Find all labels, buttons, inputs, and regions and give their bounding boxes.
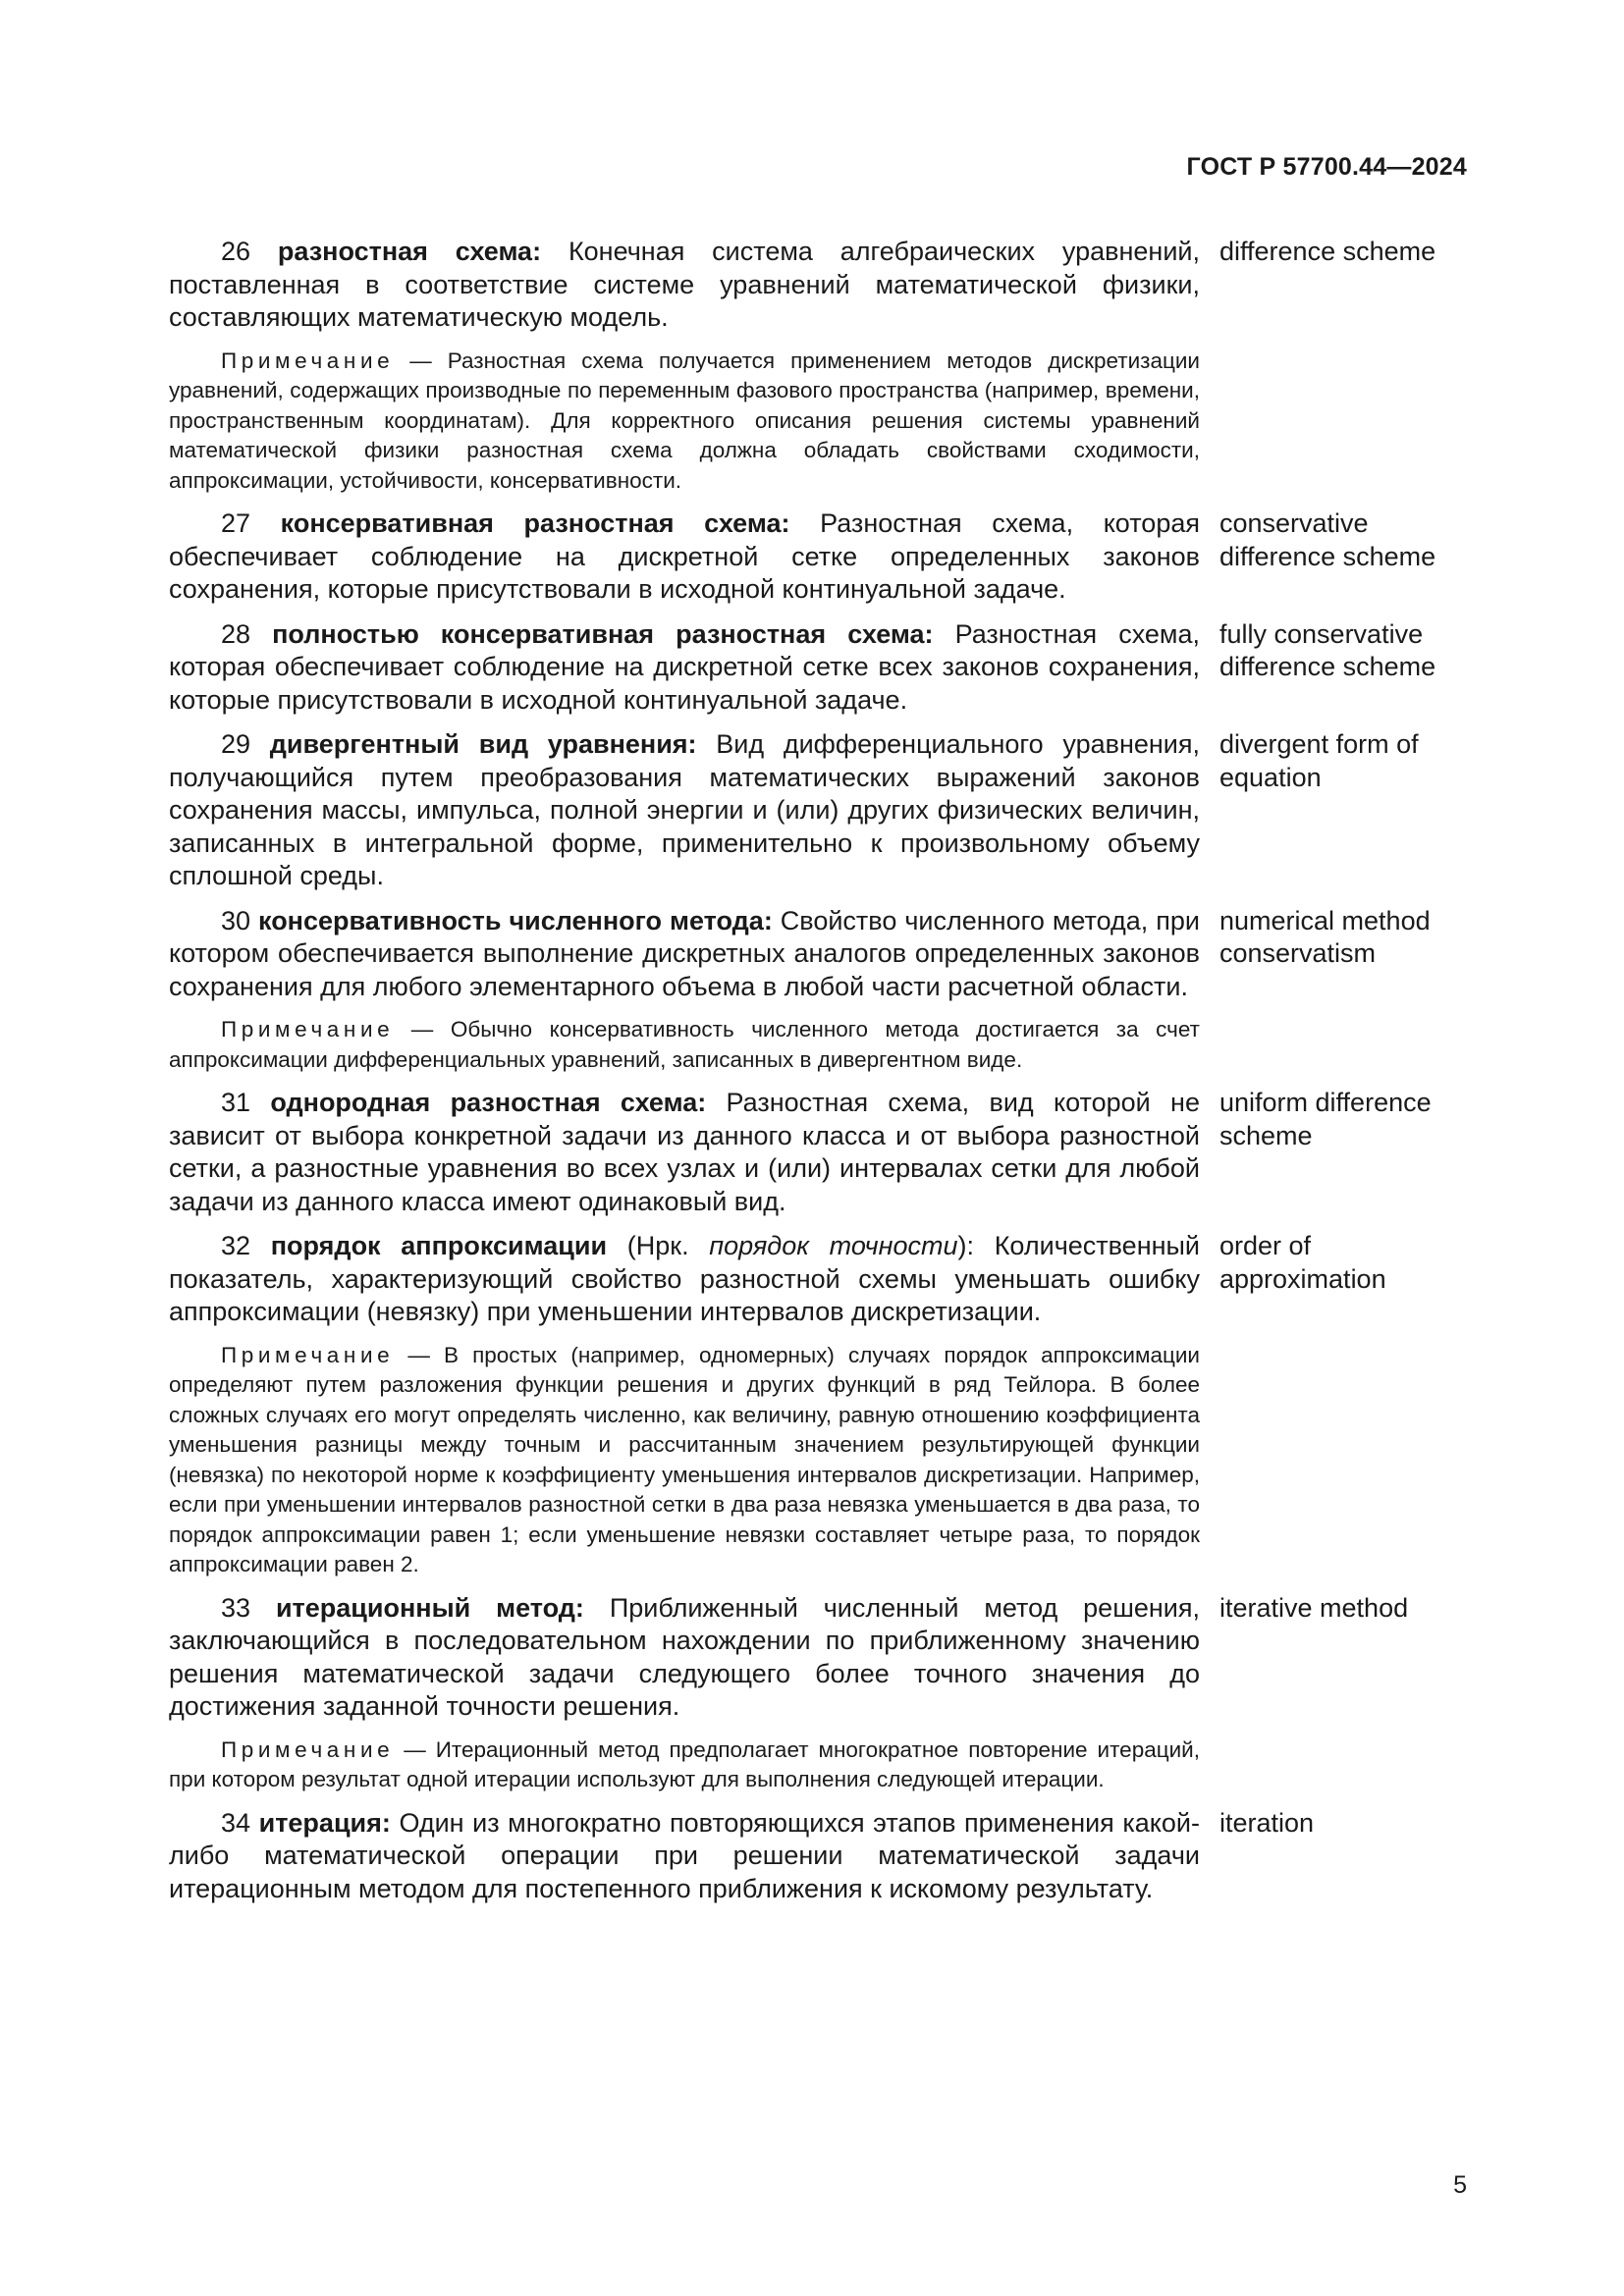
note-text: — Обычно консервативность численного метода достигается за счет аппроксимации дифференциальных уравнений, записанных в дивергентном виде. [169,1017,1200,1072]
term-definition [169,236,1200,335]
term-number: 27 [221,508,251,538]
term-name: консервативность численного метода: [258,905,773,935]
term-entry-28 [169,618,1467,718]
terms-list [169,236,1467,1917]
term-entry-30 [169,905,1467,1004]
note-label: Примечание [221,1017,395,1041]
english-equivalent: difference scheme [1219,237,1436,266]
term-entry-34 [169,1807,1467,1906]
term-entry-32 [169,1230,1467,1329]
term-definition [169,1230,1200,1329]
document-header: ГОСТ Р 57700.44—2024 [1186,153,1467,181]
definition-text: Один из многократно повторяющихся этапов применения какой-либо математической операции при решении математической задачи итерационным методом для постепенного приближения к искомому результату. [169,1807,1200,1903]
term-entry-33 [169,1592,1467,1724]
term-definition [169,905,1200,1004]
term-entry-26 [169,236,1467,335]
term-name: однородная разностная схема: [270,1088,707,1117]
term-name: порядок аппроксимации [270,1231,608,1260]
english-equivalent: iteration [1219,1807,1315,1838]
term-name: разностная схема: [277,237,542,266]
definition-text: Приближенный численный метод решения, заключающийся в последовательном нахождении по приближенному значению решения математической задачи следующего более точного значения до достижения заданной точности решения. [169,1592,1200,1721]
english-equivalent: uniform difference scheme [1219,1088,1432,1150]
note-text: — Итерационный метод предполагает многократное повторение итераций, при котором результат одной итерации используют для выполнения следующей итерации. [169,1736,1200,1791]
term-definition [169,1087,1200,1218]
term-name: полностью консервативная разностная схема: [272,618,934,649]
english-equivalent: order of approximation [1219,1231,1386,1294]
note-text: — В простых (например, одномерных) случаях порядок аппроксимации определяют путем разложения функции решения и других функций в ряд Тейлора. В более сложных случаях его могут определять численно, как величину, равную отношению коэффициента уменьшения разницы между точным и рассчитанным значением результирующей функции (невязка) по некоторой норме к коэффициенту уменьшения интервалов дискретизации. Например, если при уменьшении интервалов разностной сетки в два раза невязка уменьшается в два раза, то порядок аппроксимации равен 1; если уменьшение невязки составляет четыре раза, то порядок аппроксимации равен 2. [169,1342,1200,1576]
term-number: 31 [221,1088,251,1117]
definition-text: Количественный показатель, характеризующий свойство разностной схемы уменьшать ошибку аппроксимации (невязку) при уменьшении интервалов дискретизации. [169,1231,1201,1326]
english-equivalent: iterative method [1219,1592,1409,1623]
english-equivalent: fully conservative difference scheme [1219,618,1436,681]
term-number: 34 [221,1807,251,1838]
note-label: Примечание [221,347,395,373]
english-equivalent: conservative difference scheme [1219,508,1436,571]
english-equivalent: numerical method conservatism [1219,905,1431,968]
term-definition [169,1807,1200,1906]
term-name: консервативная разностная схема: [280,508,790,538]
term-name: итерационный метод: [275,1592,584,1623]
term-note-30 [169,1015,1200,1075]
note-label: Примечание [221,1736,395,1762]
term-entry-27 [169,507,1467,607]
term-note-33 [169,1735,1200,1795]
term-number: 29 [221,729,251,759]
term-entry-31 [169,1087,1467,1218]
deprecated-synonym: порядок точности [709,1231,958,1260]
page-number: 5 [1453,2171,1467,2199]
term-name: итерация: [258,1807,391,1838]
term-note-26 [169,347,1200,497]
note-text: — Разностная схема получается применением методов дискретизации уравнений, содержащих производные по переменным фазового пространства (например, времени, пространственным координатам). Для корректного описания решения системы уравнений математической физики разностная схема должна обладать свойствами сходимости, аппроксимации, устойчивости, консервативности. [169,347,1200,493]
term-definition [169,1592,1200,1724]
definition-text: Разностная схема, вид которой не зависит от выбора конкретной задачи из данного класса и от выбора разностной сетки, а разностные уравнения во всех узлах и (или) интервалах сетки для любой задачи из данного класса имеют одинаковый вид. [169,1088,1200,1216]
definition-text: Разностная схема, которая обеспечивает соблюдение на дискретной сетке всех законов сохранения, которые присутствовали в исходной континуальной задаче. [169,618,1200,715]
english-equivalent: divergent form of equation [1219,729,1419,792]
synonym-suffix: ): [957,1231,975,1260]
term-number: 32 [221,1231,251,1260]
term-name: дивергентный вид уравнения: [269,729,697,759]
note-label: Примечание [221,1342,395,1367]
definition-text: Вид дифференциального уравнения, получающийся путем преобразования математических выражений законов сохранения массы, импульса, полной энергии и (или) других физических величин, записанных в интегральной форме, применительно к произвольному объему сплошной среды. [169,729,1200,890]
term-number: 26 [221,237,251,266]
term-definition [169,618,1200,718]
term-definition [169,507,1200,607]
definition-text: Конечная система алгебраических уравнений, поставленная в соответствие системе уравнений математической физики, составляющих математическую модель. [169,237,1200,332]
term-number: 28 [221,618,251,649]
term-number: 33 [221,1592,251,1623]
synonym-prefix: (Нрк. [626,1231,689,1260]
definition-text: Разностная схема, которая обеспечивает соблюдение на дискретной сетке определенных законов сохранения, которые присутствовали в исходной континуальной задаче. [169,508,1200,604]
term-number: 30 [221,905,251,935]
term-note-32 [169,1341,1200,1580]
term-definition [169,728,1200,893]
definition-text: Свойство численного метода, при котором обеспечивается выполнение дискретных аналогов определенных законов сохранения для любого элементарного объема в любой части расчетной области. [169,905,1200,1001]
term-entry-29 [169,728,1467,893]
